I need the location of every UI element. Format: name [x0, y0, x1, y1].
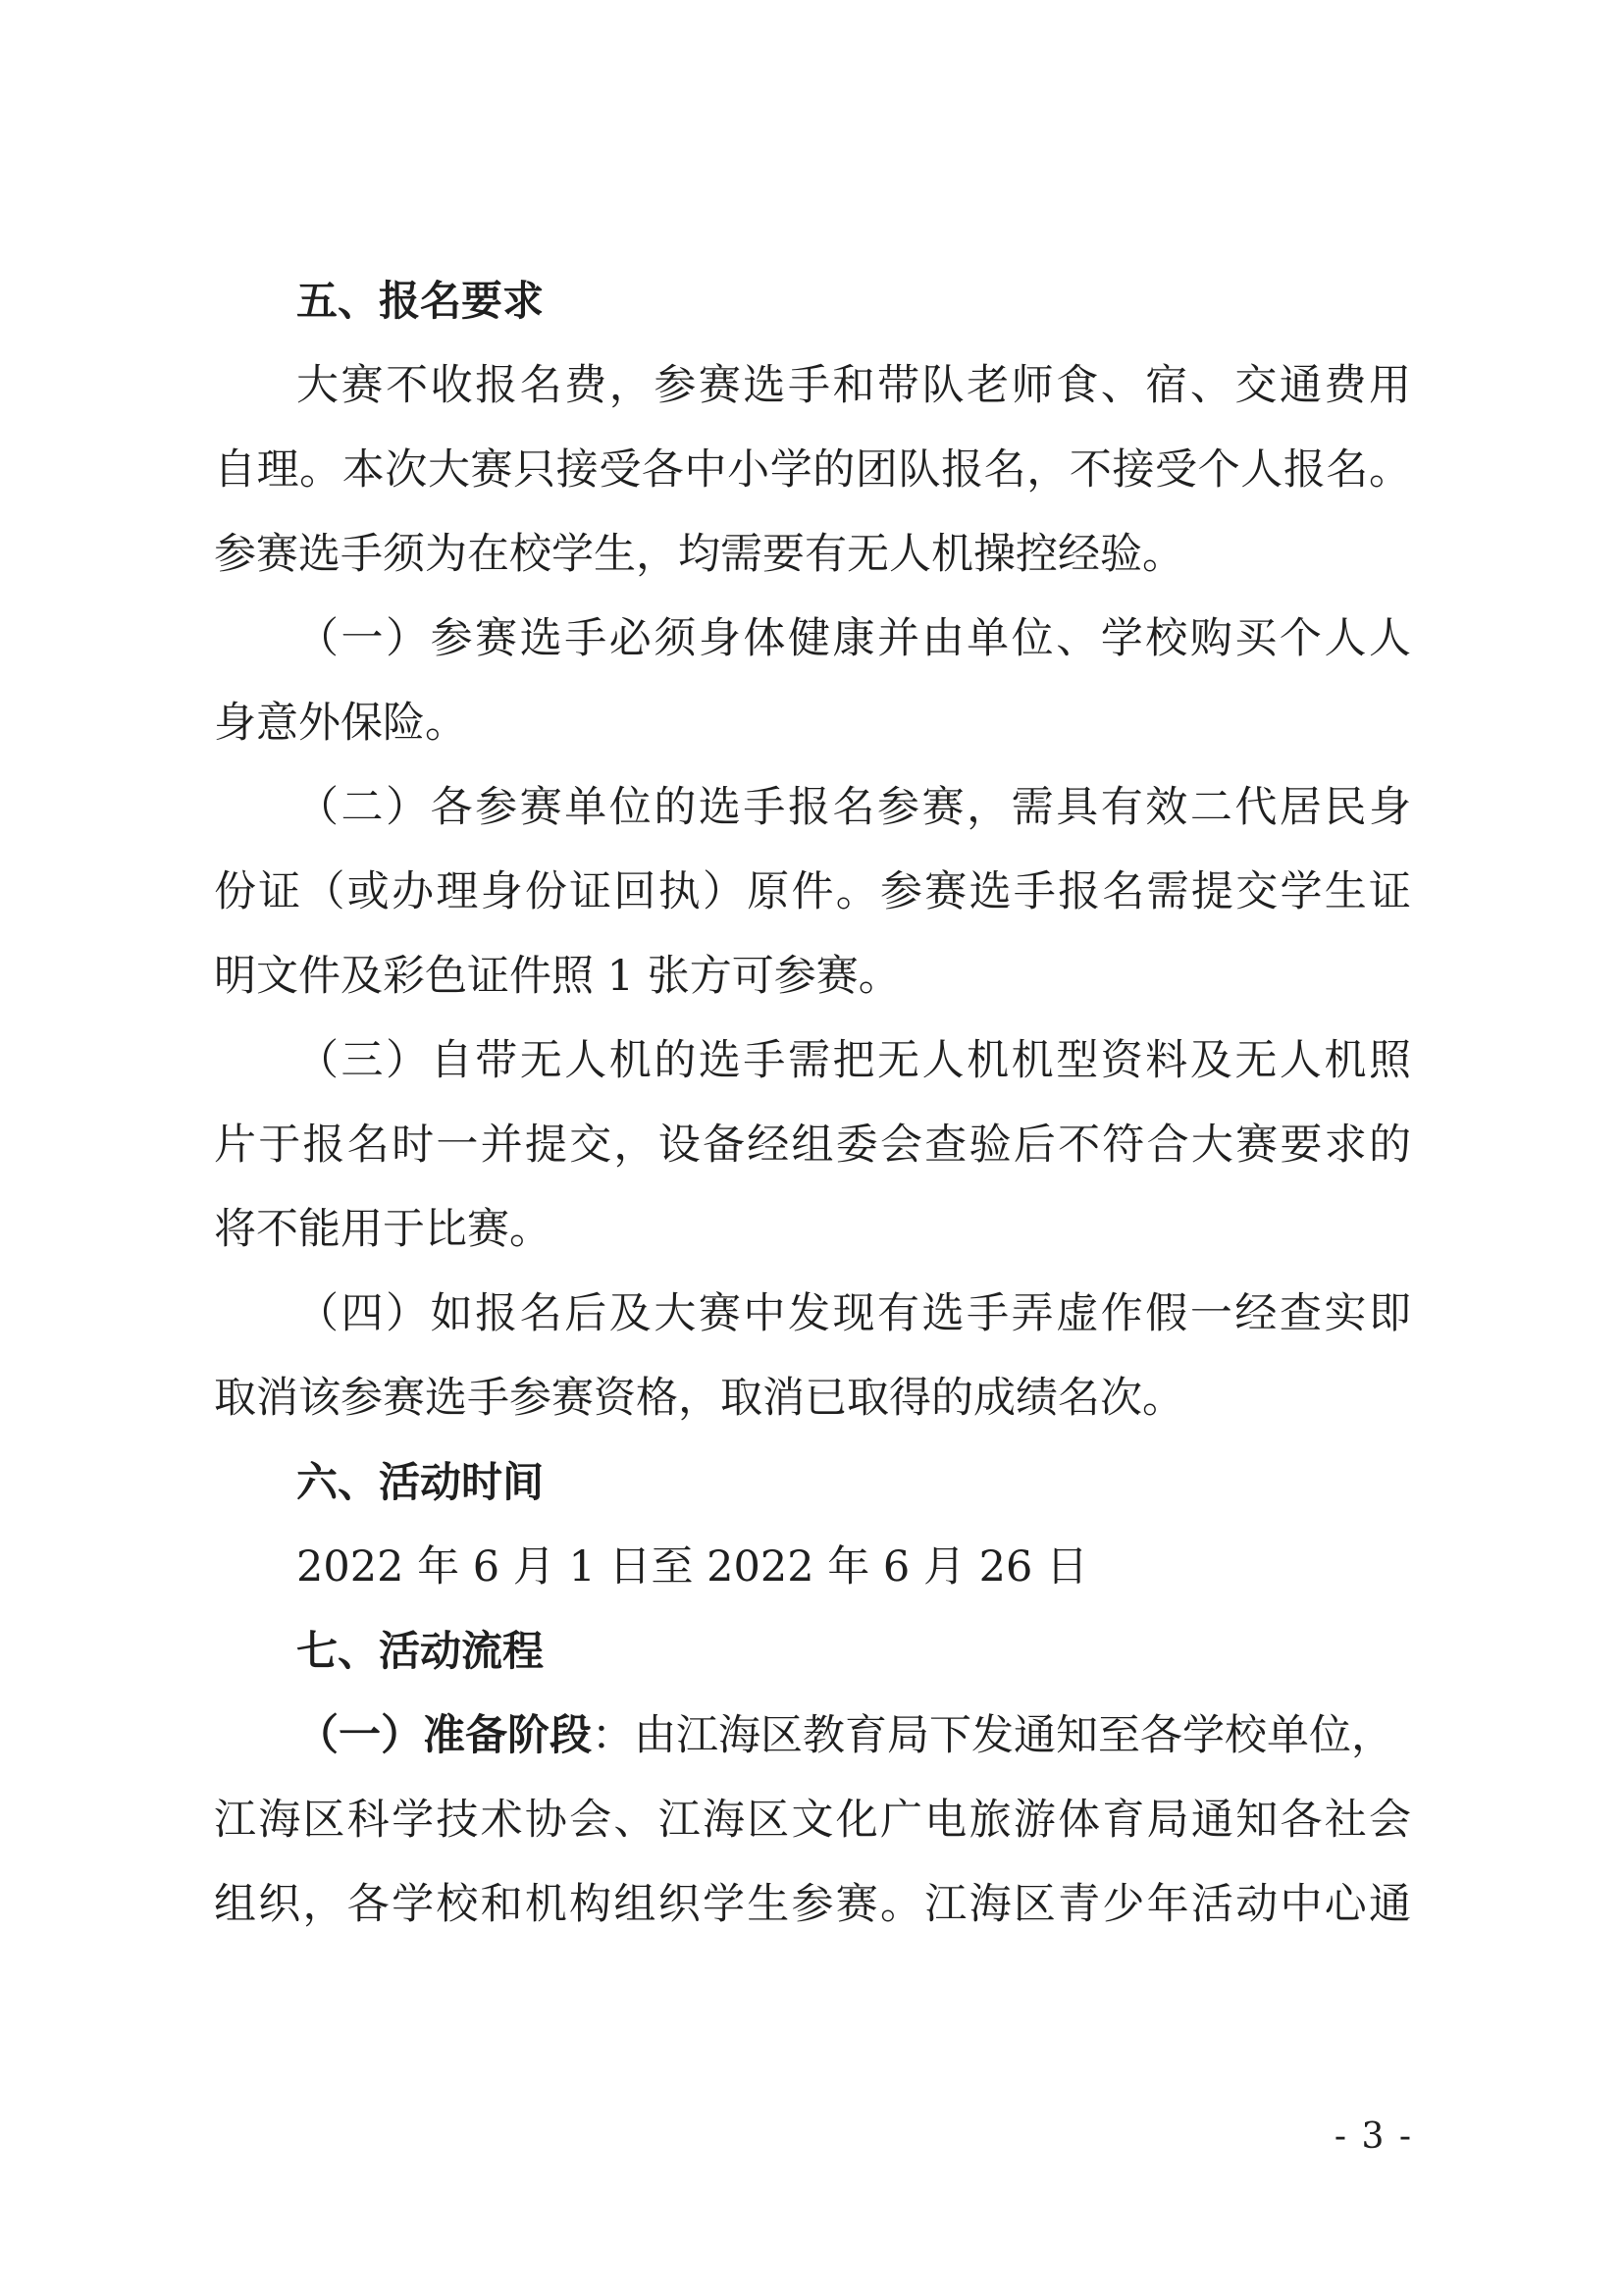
- preparation-stage-text: ：由江海区教育局下发通知至各学校单位，: [592, 1711, 1393, 1760]
- section-7-heading: 七、活动流程: [296, 1627, 545, 1675]
- page-number: - 3 -: [1334, 2116, 1413, 2157]
- section-5-item-1-line-2: 身意外保险。: [214, 699, 467, 748]
- section-6-heading: 六、活动时间: [296, 1458, 545, 1506]
- section-5-item-4-line-1: （四）如报名后及大赛中发现有选手弄虚作假一经查实即: [296, 1289, 1411, 1338]
- activity-date-range: 2022 年 6 月 1 日至 2022 年 6 月 26 日: [296, 1542, 1089, 1592]
- section-5-item-1-line-1: （一）参赛选手必须身体健康并由单位、学校购买个人人: [296, 614, 1411, 663]
- section-5-item-3-line-2: 片于报名时一并提交，设备经组委会查验后不符合大赛要求的: [214, 1121, 1411, 1170]
- section-5-intro-line-2: 自理。本次大赛只接受各中小学的团队报名，不接受个人报名。: [214, 445, 1411, 495]
- section-5-item-2-line-3: 明文件及彩色证件照 1 张方可参赛。: [214, 952, 901, 1001]
- section-5-item-2-line-2: 份证（或办理身份证回执）原件。参赛选手报名需提交学生证: [214, 867, 1411, 916]
- preparation-stage-label: （一）准备阶段: [296, 1711, 592, 1760]
- section-5-intro-line-1: 大赛不收报名费，参赛选手和带队老师食、宿、交通费用: [296, 361, 1411, 410]
- section-5-intro-line-3: 参赛选手须为在校学生，均需要有无人机操控经验。: [214, 530, 1184, 579]
- section-5-heading: 五、报名要求: [296, 277, 545, 325]
- section-5-item-3-line-3: 将不能用于比赛。: [214, 1205, 551, 1254]
- section-7-item-1-line-2: 江海区科学技术协会、江海区文化广电旅游体育局通知各社会: [214, 1796, 1411, 1845]
- section-7-item-1-line-3: 组织，各学校和机构组织学生参赛。江海区青少年活动中心通: [214, 1880, 1411, 1929]
- section-5-item-2-line-1: （二）各参赛单位的选手报名参赛，需具有效二代居民身: [296, 783, 1411, 832]
- section-5-item-3-line-1: （三）自带无人机的选手需把无人机机型资料及无人机照: [296, 1036, 1411, 1085]
- section-7-item-1-line-1: [296, 1711, 1411, 1760]
- section-5-item-4-line-2: 取消该参赛选手参赛资格，取消已取得的成绩名次。: [214, 1374, 1184, 1423]
